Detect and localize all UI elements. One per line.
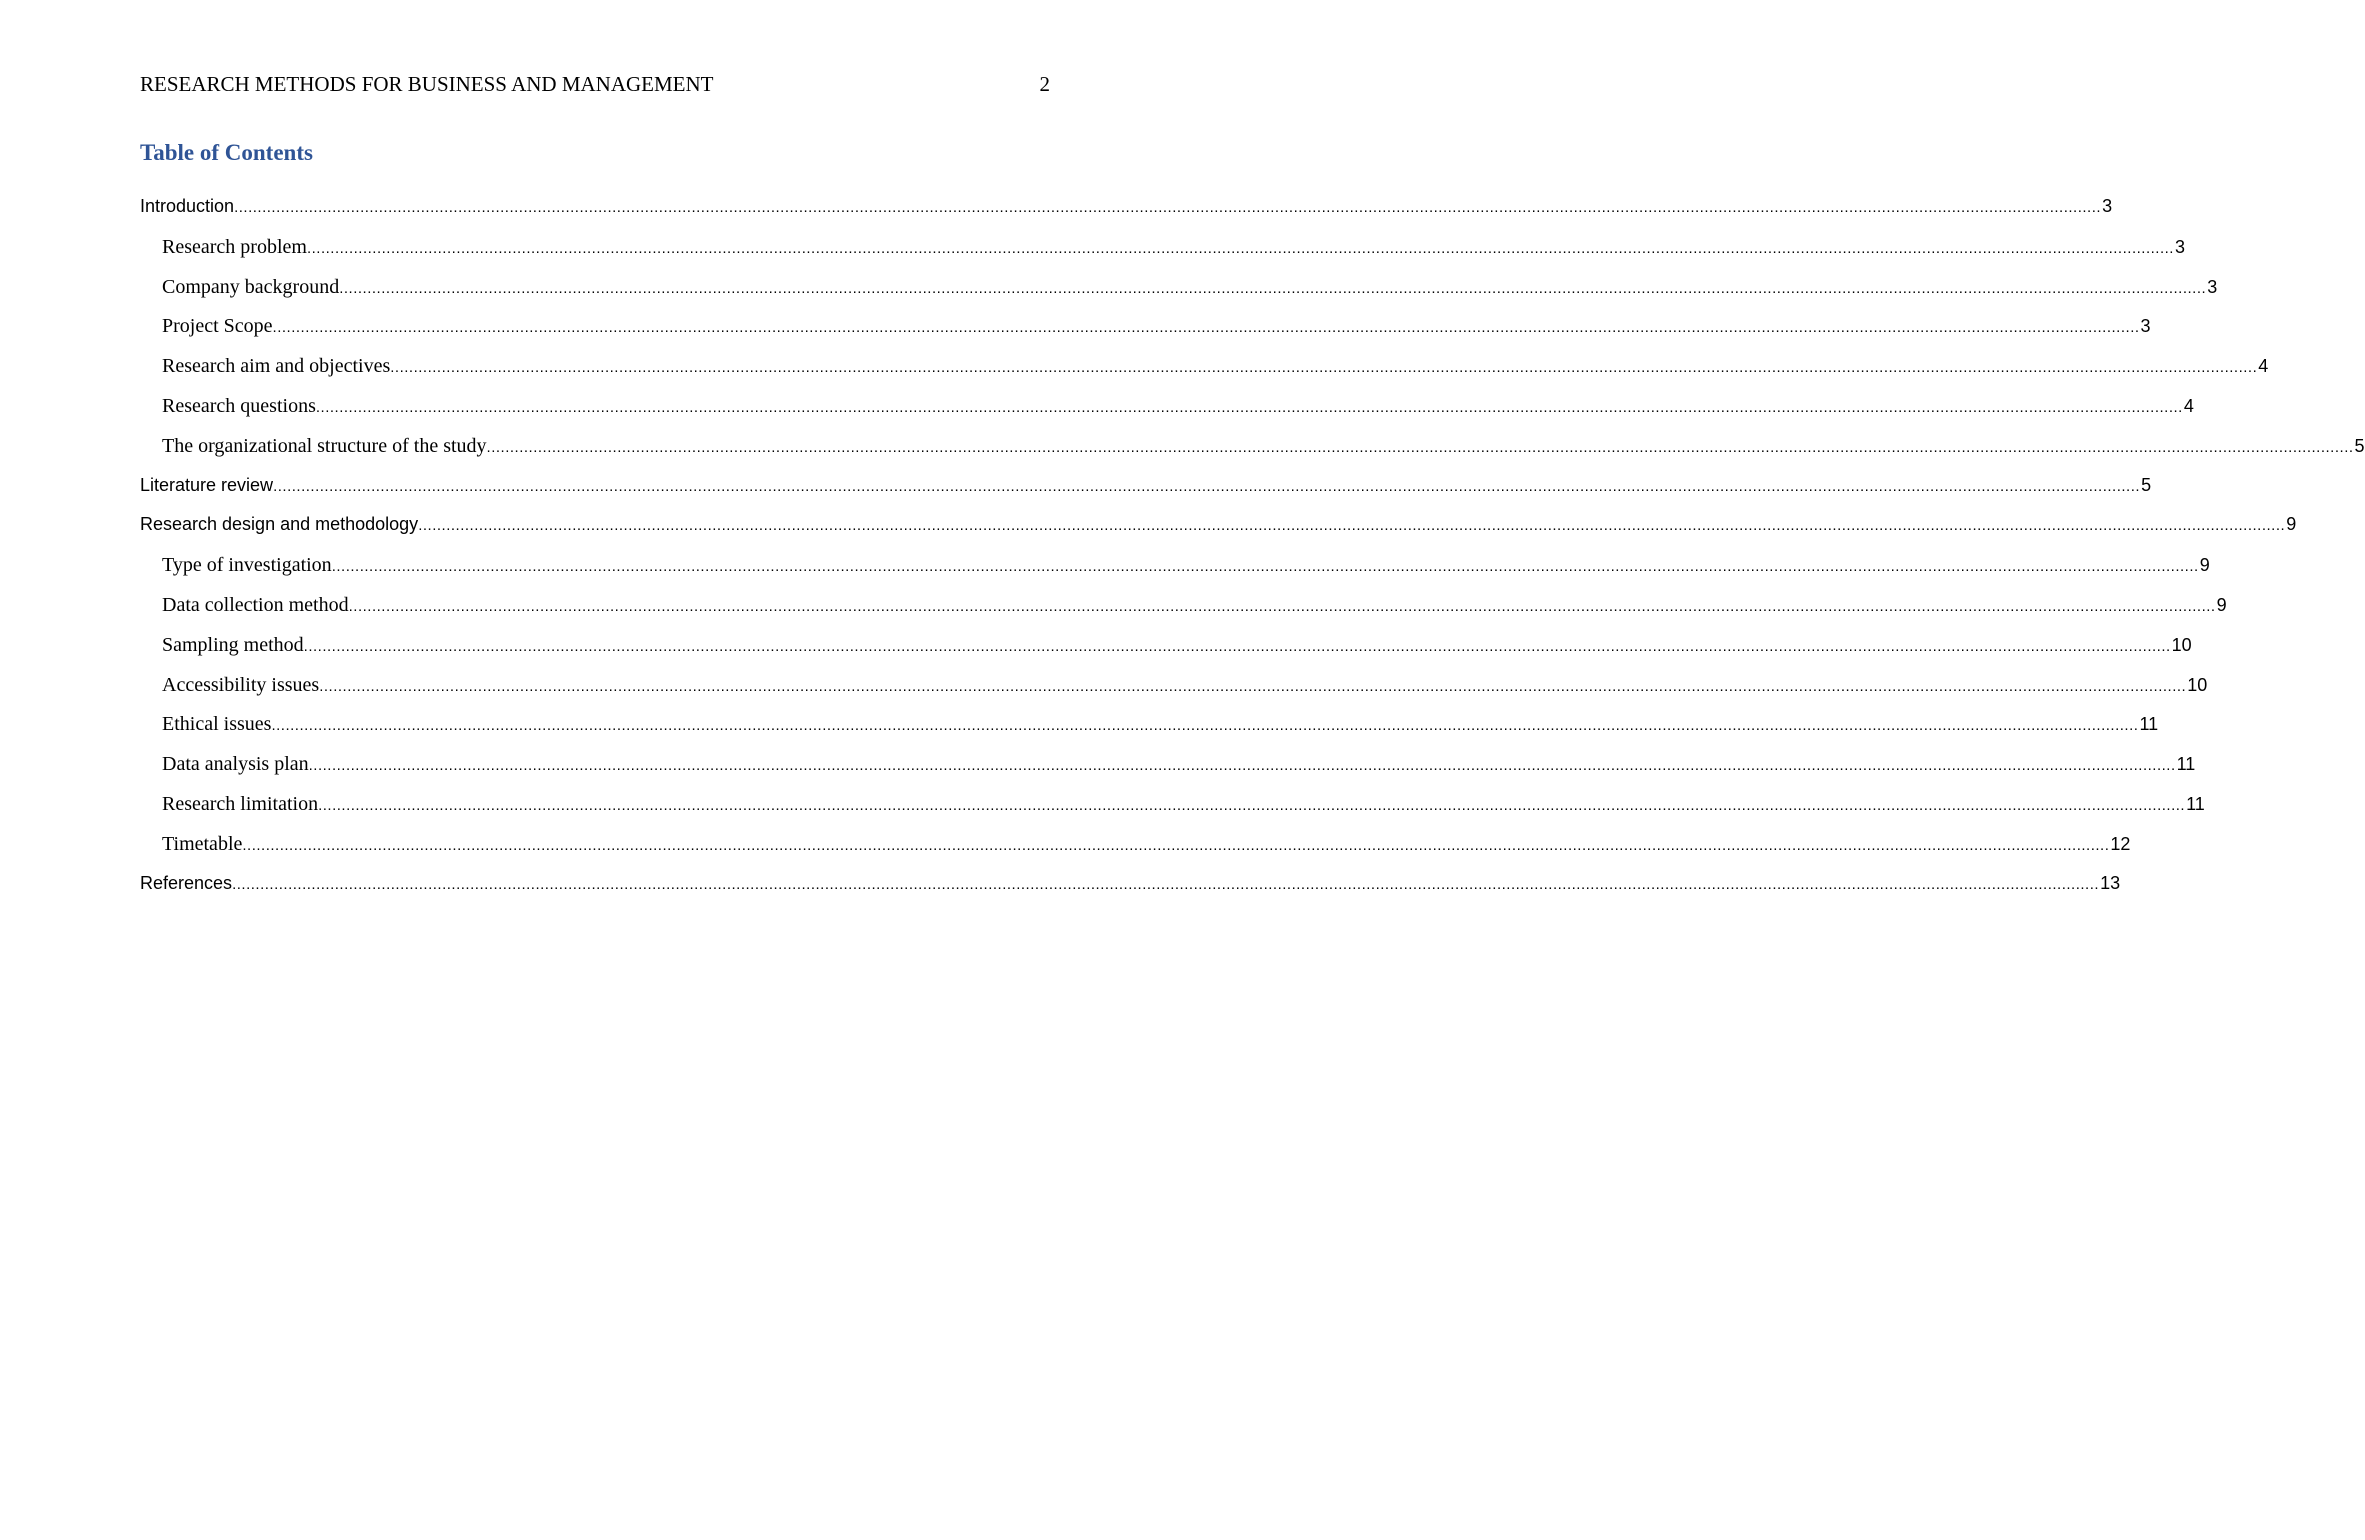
toc-entry[interactable] [140,228,2185,268]
toc-entry-label[interactable]: Type of investigation [162,554,332,577]
toc-entry-label[interactable]: Timetable [162,832,243,855]
toc-entry[interactable] [140,865,2121,905]
toc-entry-label[interactable]: Literature review [140,474,274,495]
toc-dot-leader: ................................................................................................................................................................................................................................................................................................................................................................................................................ [339,279,2207,297]
toc-dot-leader: ................................................................................................................................................................................................................................................................................................................................................................................................................ [315,398,2183,416]
toc-dot-leader: ................................................................................................................................................................................................................................................................................................................................................................................................................ [418,517,2286,535]
toc-entry-label[interactable]: Company background [162,275,340,298]
toc-dot-leader: ................................................................................................................................................................................................................................................................................................................................................................................................................ [319,677,2187,695]
page-number: 2 [1039,72,1050,96]
toc-entry[interactable] [140,347,2269,387]
toc-dot-leader: ................................................................................................................................................................................................................................................................................................................................................................................................................ [271,717,2139,735]
toc-entry-label[interactable]: Research questions [162,394,316,417]
toc-entry-label[interactable]: Research design and methodology [140,514,419,535]
toc-entry[interactable] [140,785,2205,825]
toc-entry-label[interactable]: Accessibility issues [162,673,320,696]
toc-title: Table of Contents [140,140,313,165]
page-header [140,70,1050,98]
toc-entry-page[interactable]: 3 [2102,196,2113,216]
toc-entry-page[interactable]: 11 [2139,714,2159,735]
toc-entry[interactable] [140,427,2365,467]
toc-entry-page[interactable]: 11 [2176,754,2196,775]
toc-dot-leader: ................................................................................................................................................................................................................................................................................................................................................................................................................ [303,637,2171,655]
toc-dot-leader: ................................................................................................................................................................................................................................................................................................................................................................................................................ [306,239,2174,257]
toc-entry[interactable] [140,825,2131,865]
toc-entry-page[interactable]: 11 [2186,793,2205,814]
toc-entry-page[interactable]: 5 [2354,435,2365,456]
toc-entry-label[interactable]: Research limitation [162,792,319,815]
toc-dot-leader: ................................................................................................................................................................................................................................................................................................................................................................................................................ [390,359,2258,377]
toc-entry[interactable] [140,188,2113,228]
toc-entry-label[interactable]: The organizational structure of the study [162,434,487,457]
toc-entry-page[interactable]: 10 [2171,634,2192,655]
toc-entry-page[interactable]: 13 [2100,872,2121,893]
toc-entry[interactable] [140,705,2159,745]
toc-entry[interactable] [140,268,2218,308]
toc-entry-label[interactable]: Research aim and objectives [162,355,391,378]
toc-entry-page[interactable]: 12 [2110,833,2131,854]
toc-entry-page[interactable]: 9 [2286,514,2297,535]
toc-entry-label[interactable]: Introduction [140,196,235,216]
toc-entry-page[interactable]: 3 [2207,276,2218,297]
toc-entry[interactable] [140,666,2208,706]
toc-entry-label[interactable]: Ethical issues [162,713,272,736]
toc-entry-page[interactable]: 3 [2140,316,2151,337]
toc-dot-leader: ................................................................................................................................................................................................................................................................................................................................................................................................................ [273,477,2141,495]
toc-entry-label[interactable]: Data collection method [162,593,349,616]
toc-dot-leader: ................................................................................................................................................................................................................................................................................................................................................................................................................ [348,597,2216,615]
toc-entry[interactable] [140,546,2210,586]
toc-dot-leader: ................................................................................................................................................................................................................................................................................................................................................................................................................ [308,757,2176,775]
toc-entry[interactable] [140,586,2227,626]
toc-entry-label[interactable]: Data analysis plan [162,753,309,776]
toc-entry-page[interactable]: 9 [2199,555,2210,576]
toc-entry[interactable] [140,307,2151,347]
toc-entry-page[interactable]: 5 [2141,474,2152,495]
toc-entry-page[interactable]: 4 [2258,356,2269,377]
toc-entry[interactable] [140,626,2192,666]
toc-entry-page[interactable]: 4 [2183,395,2194,416]
toc-entry-page[interactable]: 10 [2187,674,2208,695]
toc-dot-leader: ................................................................................................................................................................................................................................................................................................................................................................................................................ [232,875,2100,893]
running-title: RESEARCH METHODS FOR BUSINESS AND MANAGEMENT [140,72,714,96]
toc-entry[interactable] [140,745,2196,785]
toc-entry-label[interactable]: Sampling method [162,633,304,656]
toc-entry[interactable] [140,387,2194,427]
toc-dot-leader: ................................................................................................................................................................................................................................................................................................................................................................................................................ [242,836,2110,854]
toc-entry-page[interactable]: 9 [2216,594,2227,615]
toc-dot-leader: ................................................................................................................................................................................................................................................................................................................................................................................................................ [486,438,2354,456]
toc-entry-page[interactable]: 3 [2174,236,2185,257]
toc-entry-label[interactable]: Project Scope [162,315,273,338]
toc-entry[interactable] [140,467,2152,507]
toc-dot-leader: ................................................................................................................................................................................................................................................................................................................................................................................................................ [331,558,2199,576]
toc-entry-label[interactable]: References [140,872,233,893]
toc-entry-label[interactable]: Research problem [162,235,307,258]
toc-entry[interactable] [140,506,2297,546]
toc-dot-leader: ................................................................................................................................................................................................................................................................................................................................................................................................................ [272,319,2140,337]
table-of-contents [140,188,2365,904]
toc-dot-leader: ................................................................................................................................................................................................................................................................................................................................................................................................................ [318,796,2186,814]
toc-dot-leader: ................................................................................................................................................................................................................................................................................................................................................................................................................ [234,199,2102,216]
